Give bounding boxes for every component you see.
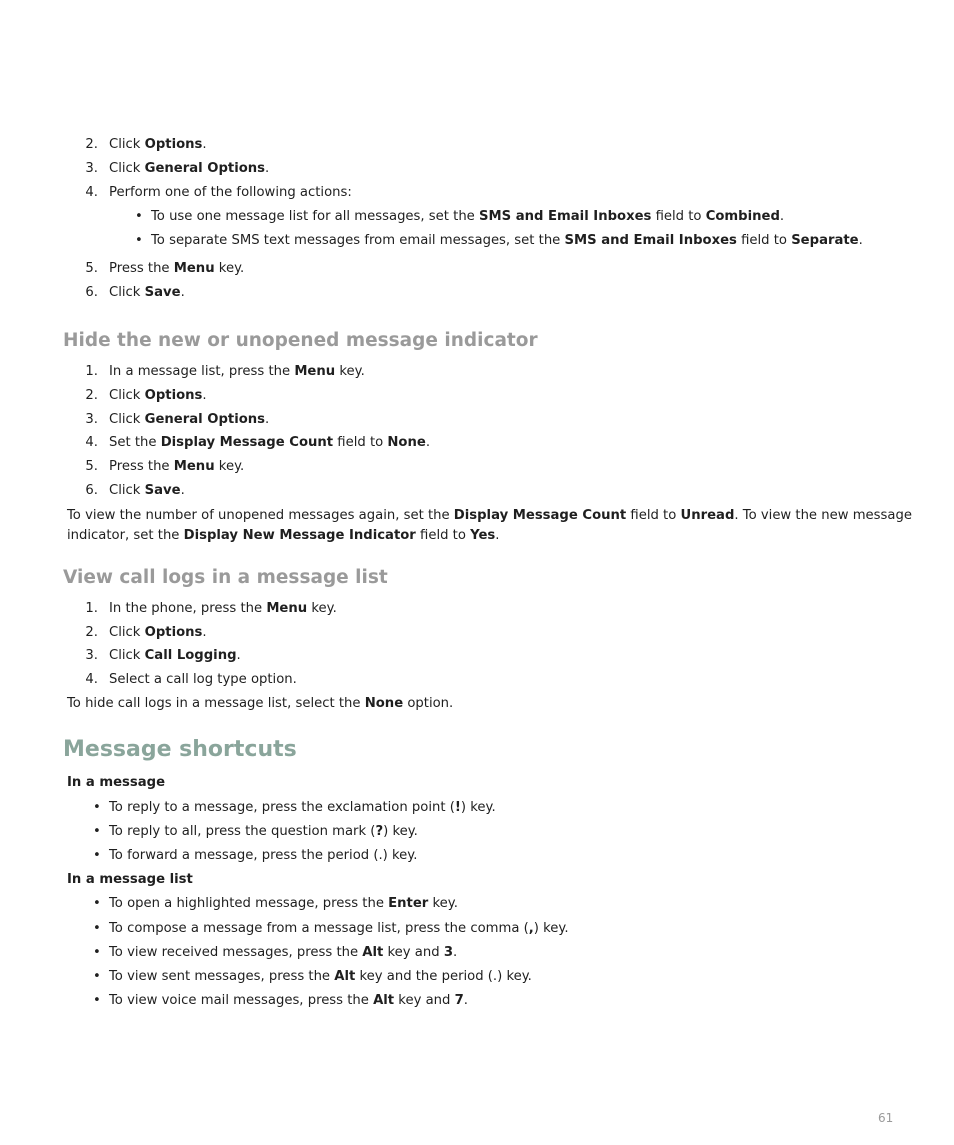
step-text: Click Save. bbox=[109, 483, 185, 498]
bullet-text: To reply to a message, press the exclamation point (!) key. bbox=[109, 800, 496, 815]
bullet-text: To compose a message from a message list, press the comma (,) key. bbox=[109, 921, 569, 936]
bullet: • bbox=[93, 800, 101, 815]
step-number: 6. bbox=[85, 285, 98, 300]
step-text: Click General Options. bbox=[109, 161, 270, 176]
bullet: • bbox=[93, 896, 101, 911]
bullet-text: To reply to all, press the question mark (?) key. bbox=[109, 824, 418, 839]
bullet-text: To view sent messages, press the Alt key and the period (.) key. bbox=[109, 969, 532, 984]
step-text: Click Call Logging. bbox=[109, 648, 241, 663]
hide-indicator-note: To view the number of unopened messages again, set the Display Message Count field to Unread. To view the new message indicator, set the Display New Message Indicator field to Yes. bbox=[67, 508, 912, 543]
bullet: • bbox=[93, 921, 101, 936]
subheading-in-a-message-list: In a message list bbox=[67, 872, 193, 887]
step-number: 5. bbox=[85, 459, 98, 474]
step-text: Press the Menu key. bbox=[109, 261, 245, 276]
step-number: 2. bbox=[85, 388, 98, 403]
bullet-text: To forward a message, press the period (.) key. bbox=[109, 848, 418, 863]
step-text: Set the Display Message Count field to None. bbox=[109, 435, 431, 450]
step-number: 2. bbox=[85, 137, 98, 152]
bullet-text: To view voice mail messages, press the Alt key and 7. bbox=[109, 993, 468, 1008]
bullet: • bbox=[93, 848, 101, 863]
step-text: Click Options. bbox=[109, 625, 207, 640]
step-number: 6. bbox=[85, 483, 98, 498]
step-number: 3. bbox=[85, 412, 98, 427]
page-number: 61 bbox=[878, 1111, 894, 1125]
step-number: 3. bbox=[85, 648, 98, 663]
bullet-text: To separate SMS text messages from email messages, set the SMS and Email Inboxes field to Separate. bbox=[151, 233, 863, 248]
subheading-in-a-message: In a message bbox=[67, 775, 166, 790]
step-text: Click Options. bbox=[109, 137, 207, 152]
call-logs-note: To hide call logs in a message list, select the None option. bbox=[67, 696, 454, 711]
section-heading-hide-indicator: Hide the new or unopened message indicator bbox=[63, 330, 538, 351]
step-text: In a message list, press the Menu key. bbox=[109, 364, 365, 379]
step-text: In the phone, press the Menu key. bbox=[109, 601, 337, 616]
step-text: Click Save. bbox=[109, 285, 185, 300]
step-number: 5. bbox=[85, 261, 98, 276]
step-number: 1. bbox=[85, 364, 98, 379]
bullet-text: To open a highlighted message, press the Enter key. bbox=[109, 896, 458, 911]
bullet: • bbox=[93, 969, 101, 984]
bullet: • bbox=[135, 233, 143, 248]
bullet-text: To use one message list for all messages, set the SMS and Email Inboxes field to Combined. bbox=[151, 209, 785, 224]
step-number: 1. bbox=[85, 601, 98, 616]
bullet: • bbox=[93, 945, 101, 960]
step-text: Press the Menu key. bbox=[109, 459, 245, 474]
step-text: Select a call log type option. bbox=[109, 672, 297, 687]
step-number: 2. bbox=[85, 625, 98, 640]
bullet-text: To view received messages, press the Alt key and 3. bbox=[109, 945, 458, 960]
section-heading-call-logs: View call logs in a message list bbox=[63, 567, 388, 588]
step-text: Perform one of the following actions: bbox=[109, 185, 352, 200]
bullet: • bbox=[93, 993, 101, 1008]
bullet: • bbox=[135, 209, 143, 224]
bullet: • bbox=[93, 824, 101, 839]
section-heading-message-shortcuts: Message shortcuts bbox=[63, 737, 297, 762]
step-text: Click General Options. bbox=[109, 412, 270, 427]
step-number: 3. bbox=[85, 161, 98, 176]
step-number: 4. bbox=[85, 185, 98, 200]
step-number: 4. bbox=[85, 435, 98, 450]
step-number: 4. bbox=[85, 672, 98, 687]
step-text: Click Options. bbox=[109, 388, 207, 403]
